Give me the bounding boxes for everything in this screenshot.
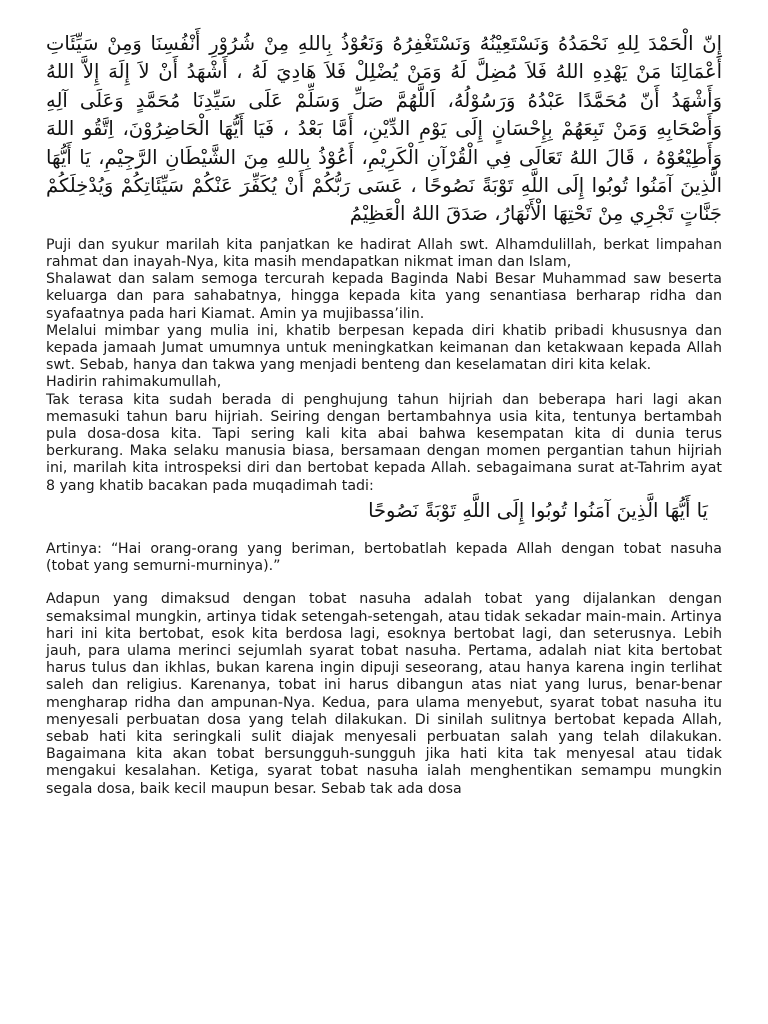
quran-verse-arabic: يَا أَيُّهَا الَّذِينَ آمَنُوا تُوبُوا إِلَى اللَّهِ تَوْبَةً نَصُوحًا [368,498,708,522]
paragraph-shalawat: Shalawat dan salam semoga tercurah kepada Baginda Nabi Besar Muhammad saw beserta keluarga dan para sahabatnya, hingga kepada kita yang senantiasa berharap ridha dan syafaatnya pada hari Kiamat. Amin ya mujibassa’ilin. [46,271,722,322]
paragraph-tobat-nasuha: Adapun yang dimaksud dengan tobat nasuha adalah tobat yang dijalankan dengan semaksimal mungkin, artinya tidak setengah-setengah, atau tidak sekadar main-main. Artinya hari ini kita bertobat, esok kita berdosa lagi, esoknya bertobat lagi, dan seterusnya. Lebih jauh, para ulama merinci sejumlah syarat tobat nasuha. Pertama, adalah niat kita bertobat harus tulus dan ikhlas, bukan karena ingin dipuji seseorang, atau hanya karena ingin terlihat saleh dan religius. Karenanya, tobat ini harus dibangun atas niat yang lurus, benar-benar mengharap ridha dan ampunan-Nya. Kedua, para ulama menyebut, syarat tobat nasuha itu menyesali perbuatan dosa yang telah dilakukan. Di sinilah sulitnya bertobat kepada Allah, sebab hati kita seringkali sulit diajak menyesali perbuatan salah yang telah dilakukan. Bagaimana kita akan tobat bersungguh-sungguh jika hati kita tak menyesal atau tidak mengakui kesalahan. Ketiga, syarat tobat nasuha ialah menghentikan semampu mungkin segala dosa, baik kecil maupun besar. Sebab tak ada dosa [46,591,722,797]
spacer [46,229,722,237]
paragraph-praise: Puji dan syukur marilah kita panjatkan ke hadirat Allah swt. Alhamdulillah, berkat limpahan rahmat dan inayah-Nya, kita masih mendapatkan nikmat iman dan Islam, [46,236,722,271]
paragraph-greeting: Hadirin rahimakumullah, [46,374,222,391]
paragraph-reflection: Tak terasa kita sudah berada di penghujung tahun hijriah dan beberapa hari lagi akan memasuki tahun baru hijriah. Seiring dengan bertambahnya usia kita, tentunya bertambah pula dosa-dosa kita. Tapi sering kali kita abai bahwa kesempatan kita di dunia terus berkurang. Maka selaku manusia biasa, bersamaan dengan momen pergantian tahun hijriah ini, marilah kita introspeksi diri dan bertobat kepada Allah. sebagaimana surat at-Tahrim ayat 8 yang khatib bacakan pada muqadimah tadi: [46,391,722,494]
paragraph-message: Melalui mimbar yang mulia ini, khatib berpesan kepada diri khatib pribadi khususnya dan kepada jamaah Jumat umumnya untuk meningkatkan keimanan dan ketakwaan kepada Allah swt. Sebab, hanya dan takwa yang menjadi benteng dan keselamatan diri kita kelak. [46,322,722,374]
spacer [46,575,722,591]
verse-translation: Artinya: “Hai orang-orang yang beriman, bertobatlah kepada Allah dengan tobat nasuha (tobat yang semurni-murninya).” [46,540,722,575]
spacer [46,527,722,541]
opening-arabic-text: إِنّ الْحَمْدَ لِلهِ نَحْمَدُهُ وَنَسْتَعِيْنُهُ وَنَسْتَغْفِرُهُ وَنَعُوْذُ بِاللهِ مِنْ شُرُوْرِ أَنْفُسِنَا وَمِنْ سَيِّئَاتِ أَعْمَالِنَا مَنْ يَهْدِهِ اللهُ فَلاَ مُضِلَّ لَهُ وَمَنْ يُضْلِلْ فَلاَ هَادِيَ لَهُ ، أَشْهَدُ أَنْ لاَ إِلَهَ إِلاَّ اللهُ وَأَشْهَدُ أَنّ مُحَمَّدًا عَبْدُهُ وَرَسُوْلُهُ، اَللَّهُمَّ صَلِّ وَسَلِّمْ عَلَى سَيِّدِنَا مُحَمَّدٍ وَعَلَى آلِهِ وَأَصْحَابِهِ وَمَنْ تَبِعَهُمْ بِإِحْسَانٍ إِلَى يَوْمِ الدِّيْنِ، أَمَّا بَعْدُ ، فَيَا أَيُّهَا الْحَاضِرُوْنَ، اِتَّقُو اللهَ وَأَطِيْعُوْهُ ، قَالَ اللهُ تَعَالَى فِي الْقُرْآنِ الْكَرِيْمِ، أَعُوْذُ بِاللهِ مِنَ الشَّيْطَانِ الرَّجِيْمِ، يَا أَيُّهَا الَّذِينَ آمَنُوا تُوبُوا إِلَى اللَّهِ تَوْبَةً نَصُوحًا ، عَسَى رَبُّكُمْ أَنْ يُكَفِّرَ عَنْكُمْ سَيِّئَاتِكُمْ وَيُدْخِلَكُمْ جَنَّاتٍ تَجْرِي مِنْ تَحْتِهَا الْأَنْهَارُ، صَدَقَ اللهُ الْعَظِيْمُ [46,32,722,226]
